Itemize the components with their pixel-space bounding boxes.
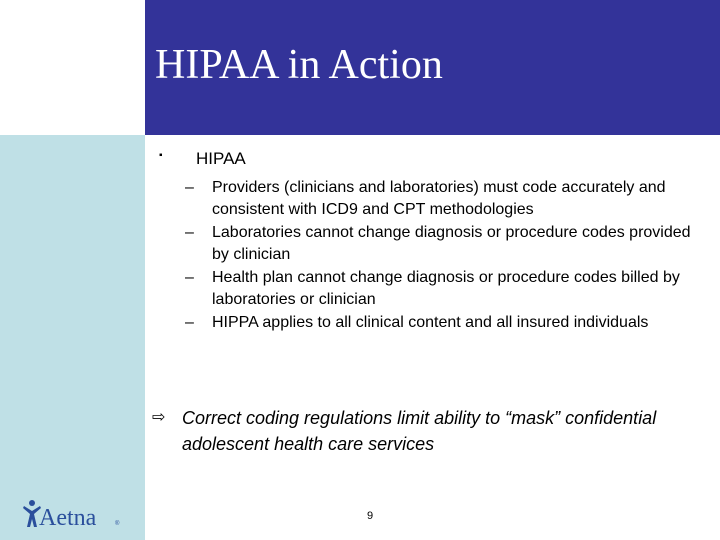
- main-bullet-label: HIPAA: [196, 149, 246, 168]
- outline-arrow-icon: ⇨: [152, 409, 166, 426]
- sub-bullet-text: Health plan cannot change diagnosis or procedure codes billed by laboratories or clinician: [212, 269, 680, 308]
- aetna-wordmark: Aetna: [39, 505, 97, 531]
- callout: [152, 405, 672, 457]
- sub-bullet-list: [185, 177, 705, 335]
- sub-bullet-text: Laboratories cannot change diagnosis or procedure codes provided by clinician: [212, 224, 691, 263]
- page-number: 9: [367, 510, 374, 522]
- sub-bullet-text: Providers (clinicians and laboratories) must code accurately and consistent with ICD9 and CPT methodologies: [212, 179, 666, 218]
- dash-icon: –: [185, 179, 194, 196]
- sub-bullet-item: [185, 267, 705, 311]
- aetna-logo: [22, 494, 132, 534]
- left-sidebar-panel: [0, 135, 145, 540]
- registered-mark-icon: ®: [115, 521, 120, 527]
- sub-bullet-item: [185, 222, 705, 266]
- slide-title: HIPAA in Action: [155, 42, 443, 88]
- sub-bullet-item: [185, 177, 705, 221]
- sub-bullet-text: HIPPA applies to all clinical content and all insured individuals: [212, 314, 649, 331]
- dash-icon: –: [185, 269, 194, 286]
- callout-text: Correct coding regulations limit ability to “mask” confidential adolescent health care services: [182, 408, 657, 454]
- sub-bullet-item: [185, 312, 705, 334]
- dash-icon: –: [185, 224, 194, 241]
- left-top-block: [0, 0, 145, 135]
- title-bar: [145, 0, 720, 135]
- dash-icon: –: [185, 314, 194, 331]
- bullet-marker-icon: ▪: [159, 150, 163, 161]
- slide-content: [145, 135, 720, 540]
